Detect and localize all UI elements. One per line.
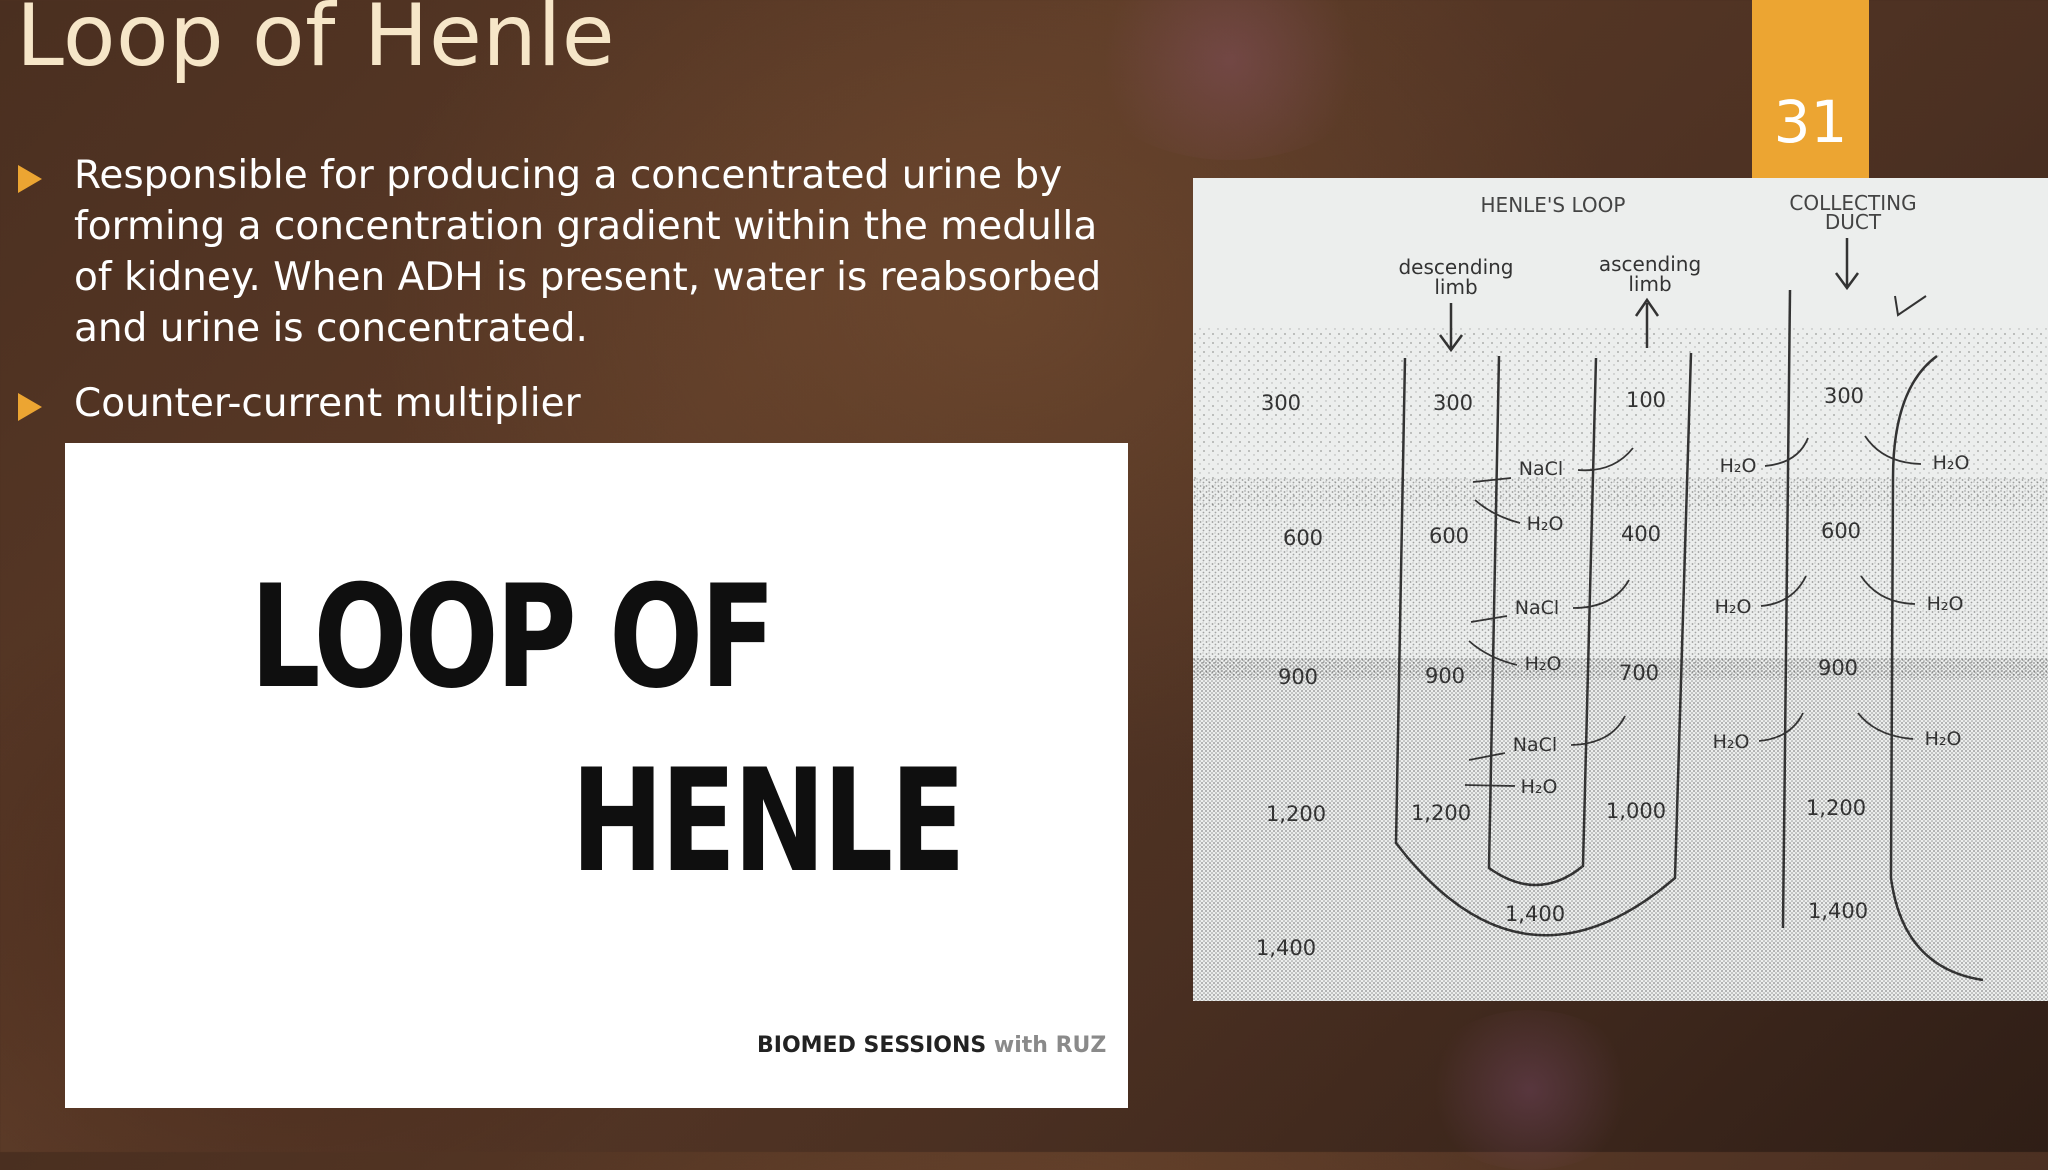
h2o-arrow-icon	[1465, 785, 1515, 786]
duct-value: 300	[1823, 384, 1865, 408]
duct-value: 1,200	[1805, 796, 1867, 820]
h2o-label: H₂O	[1520, 776, 1558, 798]
brand-suffix: with RUZ	[993, 1033, 1107, 1058]
label-ascending: ascending	[1598, 252, 1702, 276]
thumbnail-title-line1: LOOP OF	[250, 555, 773, 720]
nacl-label: NaCl	[1512, 734, 1558, 756]
duct-value: 1,400	[1807, 899, 1869, 923]
bullet-item	[16, 378, 1146, 429]
ascending-value: 400	[1620, 522, 1662, 546]
slide-number-tab	[1752, 0, 1869, 178]
duct-value: 900	[1817, 656, 1859, 680]
slide-number: 31	[1773, 88, 1848, 156]
thumbnail-title-line2: HENLE	[571, 739, 963, 904]
bullet-text: Responsible for producing a concentrated urine by forming a concentration gradient within the medulla of kidney. When ADH is present, water is reabsorbed and urine is concentrated.	[74, 153, 1102, 351]
h2o-label: H₂O	[1524, 653, 1562, 675]
bullet-list	[16, 150, 1146, 453]
henle-loop-diagram	[1193, 178, 2048, 1001]
interstitial-value: 600	[1282, 526, 1324, 550]
brand-name: BIOMED SESSIONS	[757, 1033, 987, 1058]
descending-value: 1,200	[1410, 801, 1472, 825]
slide-title: Loop of Henle	[16, 0, 616, 86]
interstitial-value: 1,200	[1265, 802, 1327, 826]
bullet-arrow-icon	[18, 165, 42, 193]
label-descending: descending	[1398, 255, 1514, 279]
descending-value: 900	[1424, 664, 1466, 688]
nacl-label: NaCl	[1514, 597, 1560, 619]
h2o-label: H₂O	[1932, 452, 1970, 474]
video-thumbnail[interactable]	[65, 443, 1128, 1108]
duct-value: 600	[1820, 519, 1862, 543]
bullet-item	[16, 150, 1146, 354]
h2o-label: H₂O	[1712, 731, 1750, 753]
h2o-label: H₂O	[1926, 593, 1964, 615]
label-descending-limb: limb	[1434, 275, 1478, 299]
bullet-text: Counter-current multiplier	[74, 381, 581, 426]
loop-bottom-value: 1,400	[1504, 902, 1566, 926]
h2o-label: H₂O	[1719, 455, 1757, 477]
heading-collecting: COLLECTING	[1789, 191, 1917, 215]
descending-value: 600	[1428, 524, 1470, 548]
heading-duct: DUCT	[1824, 210, 1882, 234]
interstitial-value: 900	[1277, 665, 1319, 689]
duct-down-arrow-icon	[1836, 238, 1858, 288]
interstitial-value: 1,400	[1255, 936, 1317, 960]
thumbnail-brand	[757, 1033, 1106, 1058]
h2o-label: H₂O	[1924, 728, 1962, 750]
stipple-medium	[1193, 478, 2048, 678]
ascending-value: 700	[1618, 661, 1660, 685]
bullet-arrow-icon	[18, 393, 42, 421]
nacl-label: NaCl	[1518, 458, 1564, 480]
ascending-value: 1,000	[1605, 799, 1667, 823]
ascending-value: 100	[1625, 388, 1667, 412]
henle-loop-svg	[1193, 178, 2048, 1001]
background-glow	[1080, 0, 1380, 160]
label-ascending-limb: limb	[1628, 272, 1672, 296]
descending-value: 300	[1432, 391, 1474, 415]
h2o-label: H₂O	[1526, 513, 1564, 535]
checkmark-icon	[1895, 296, 1926, 315]
background-glow	[1420, 1010, 1640, 1170]
interstitial-value: 300	[1260, 391, 1302, 415]
heading-henles-loop: HENLE'S LOOP	[1480, 193, 1626, 217]
h2o-label: H₂O	[1714, 596, 1752, 618]
